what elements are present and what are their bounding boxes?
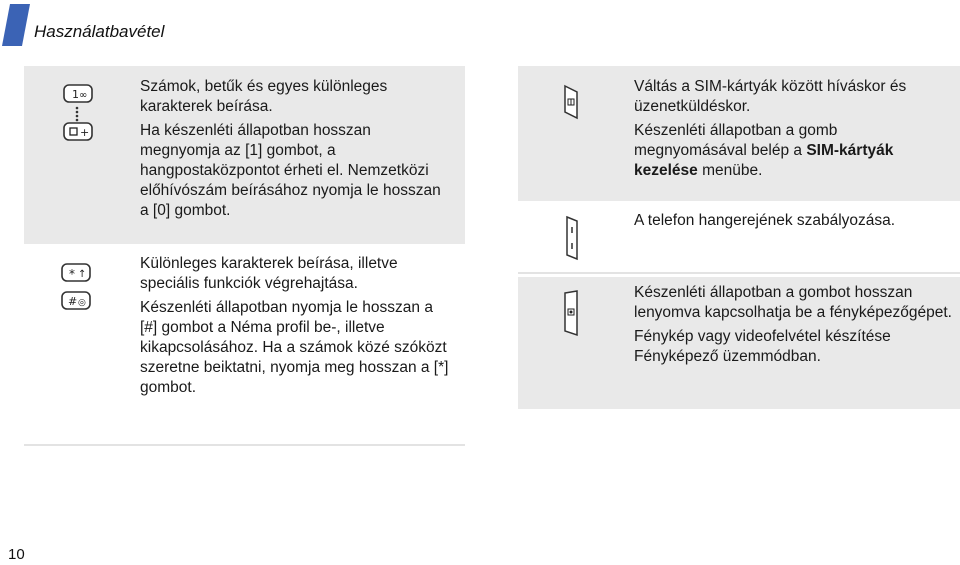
left-row-2: [24, 244, 465, 448]
right-row-2: [518, 201, 960, 277]
paragraph: Ha készenléti állapotban hosszan megnyomja az [1] gombot, a hangpostaközpontot érheti el. Nemzetközi előhívószám beírásához nyomja le hosszan a [0] gombot.: [140, 122, 441, 219]
svg-text:↑: ↑: [78, 269, 87, 280]
text-after-bold: menübe.: [697, 162, 763, 179]
key-hash-icon: [60, 290, 94, 317]
right-row-2-text: [634, 211, 952, 235]
page-number: 10: [8, 546, 25, 563]
paragraph: Különleges karakterek beírása, illetve speciális funkciók végrehajtása.: [140, 255, 398, 292]
svg-text:*: *: [69, 267, 75, 281]
paragraph: Számok, betűk és egyes különleges karakterek beírása.: [140, 78, 388, 115]
svg-text:∞: ∞: [79, 90, 88, 101]
key-0-plus-icon: [62, 121, 96, 148]
left-row-1: [24, 66, 465, 244]
right-row-1: [518, 66, 960, 201]
paragraph: Készenléti állapotban a gombot hosszan lenyomva kapcsolhatja be a fényképezőgépet.: [634, 284, 952, 321]
paragraph: Fénykép vagy videofelvétel készítése Fényképező üzemmódban.: [634, 328, 891, 365]
svg-text:#: #: [68, 295, 78, 308]
bold-menu-name: SIM-kártyák kezelése: [634, 142, 894, 179]
right-row-3: [518, 277, 960, 409]
volume-key-icon: [564, 215, 580, 266]
svg-text:+: +: [80, 126, 90, 139]
key-star-icon: [60, 262, 94, 289]
row-divider: [24, 444, 465, 446]
key-dotted-connector: [74, 106, 80, 122]
paragraph: Váltás a SIM-kártyák között híváskor és üzenetküldéskor.: [634, 78, 907, 115]
left-row-2-text: [140, 254, 450, 402]
svg-text:◎: ◎: [78, 298, 86, 308]
camera-key-icon: [562, 289, 580, 342]
page-title: Használatbavétel: [34, 22, 165, 41]
dual-sim-key-icon: [562, 84, 580, 125]
text-before-bold: Készenléti állapotban a gomb megnyomásával belép a: [634, 122, 838, 159]
page-header: [0, 0, 960, 48]
paragraph: Készenléti állapotban nyomja le hosszan a [#] gombot a Néma profil be-, illetve kikapcsolásához. Ha a számok közé szóközt szeretne beiktatni, nyomja meg hosszan a [*] gombot.: [140, 299, 449, 396]
paragraph: A telefon hangerejének szabályozása.: [634, 212, 896, 229]
row-divider: [518, 272, 960, 274]
right-row-3-text: [634, 283, 952, 371]
right-row-1-text: [634, 77, 952, 185]
paragraph-with-bold: [634, 121, 952, 181]
left-row-1-text: [140, 77, 450, 225]
svg-text:1: 1: [72, 88, 79, 101]
header-accent-mark: [0, 0, 30, 48]
